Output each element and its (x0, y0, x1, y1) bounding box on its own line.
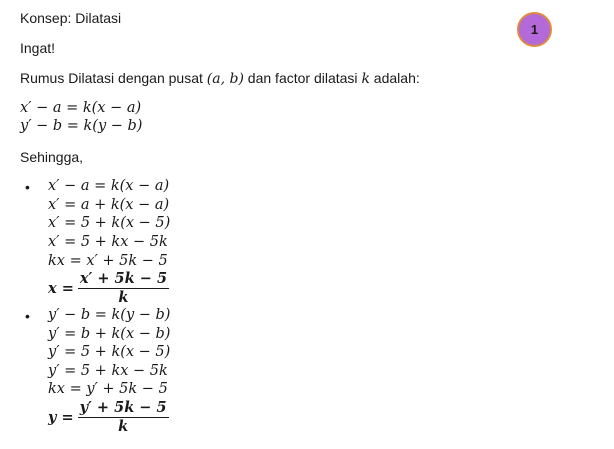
page-number-badge: 1 (517, 12, 552, 47)
step-y-3: y′ = 5 + k(x − 5) (48, 344, 171, 360)
result-y-lhs: y = (48, 409, 74, 426)
rumus-center: (a, b) (206, 71, 244, 87)
step-y-2: y′ = b + k(x − b) (48, 326, 171, 342)
step-y-1: y′ − b = k(y − b) (48, 307, 171, 323)
sehingga-label: Sehingga, (20, 149, 84, 165)
rumus-suffix: adalah: (369, 70, 420, 86)
result-y-denominator: k (118, 418, 129, 435)
step-x-1: x′ − a = k(x − a) (48, 178, 170, 194)
rumus-k: k (361, 71, 370, 87)
bullet-y: • (25, 308, 30, 324)
result-x-lhs: x = (48, 280, 74, 297)
result-x-denominator: k (118, 289, 129, 306)
formula-x: x′ − a = k(x − a) (20, 100, 142, 116)
step-x-4: x′ = 5 + kx − 5k (48, 234, 168, 250)
result-y-numerator: y′ + 5k − 5 (79, 399, 167, 416)
rumus-sentence (20, 69, 420, 88)
step-y-4: y′ = 5 + kx − 5k (48, 363, 168, 379)
ingat-label: Ingat! (20, 40, 56, 56)
step-x-2: x′ = a + k(x − a) (48, 197, 170, 213)
rumus-middle: dan factor dilatasi (243, 70, 362, 86)
step-x-3: x′ = 5 + k(x − 5) (48, 215, 171, 231)
step-y-5: kx = y′ + 5k − 5 (48, 381, 168, 397)
result-x-fraction (48, 270, 169, 307)
result-x-numerator: x′ + 5k − 5 (79, 270, 168, 287)
step-x-5: kx = x′ + 5k − 5 (48, 253, 168, 269)
formula-y: y′ − b = k(y − b) (20, 118, 143, 134)
bullet-x: • (25, 179, 30, 195)
document-title: Konsep: Dilatasi (20, 10, 122, 26)
rumus-prefix: Rumus Dilatasi dengan pusat (20, 70, 207, 86)
result-y-fraction (48, 399, 169, 436)
